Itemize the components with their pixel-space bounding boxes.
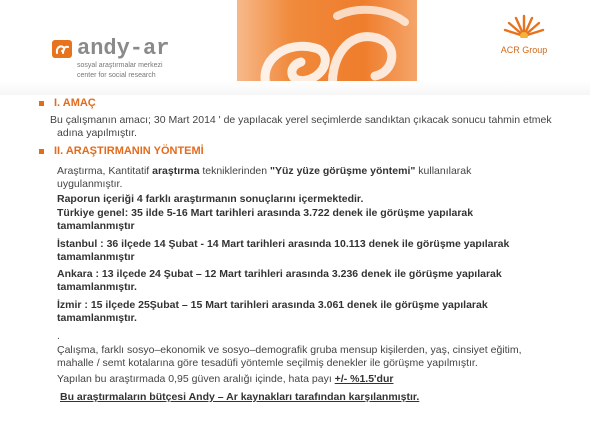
turkiye-line-1: Türkiye genel: 35 ilde 5-16 Mart tarihleri arasında 3.722 denek ile görüşme yapılarak [57,207,474,219]
andy-ar-logo-icon [52,40,72,58]
ankara-line-2: tamamlanmıştır. [57,281,137,293]
logo-subtitle-en: center for social research [77,72,156,79]
andy-ar-logo [52,38,169,80]
amac-text-line-2: adına yapılmıştır. [57,127,137,139]
budget-line: Bu araştırmaların bütçesi Andy – Ar kaynakları tarafından karşılanmıştır. [60,391,420,403]
acr-group-logo [488,12,560,55]
acr-sunburst-icon [502,12,546,38]
logo-subtitle-tr: sosyal araştırmalar merkezi [77,62,163,69]
separator-dot: . [57,330,60,342]
acr-group-name: ACR Group [500,45,548,55]
report-content-line: Raporun içeriği 4 farklı araştırmanın sonuçlarını içermektedir. [57,193,364,205]
sample-line-1: Çalışma, farklı sosyo–ekonomik ve sosyo–demografik gruba mensup kişilerden, yaş, cinsiyet eğitim, [57,344,522,356]
slide-header [0,0,590,95]
amac-text-line-1: Bu çalışmanın amacı; 30 Mart 2014 ' de yapılacak yerel seçimlerde sandıktan çıkacak sonucu tahmin etmek [50,114,552,126]
bullet-icon [39,101,44,106]
sample-line-2: mahalle / semt kotalarına göre tesadüfi yöntemle seçilmiş denekler ile görüşme yapılmıştır. [57,357,478,369]
ankara-line-1: Ankara : 13 ilçede 24 Şubat – 12 Mart tarihleri arasında 3.236 denek ile görüşme yapılarak [57,268,502,280]
section-title-amac: I. AMAÇ [54,97,96,109]
turkiye-line-2: tamamlanmıştır [57,220,135,232]
confidence-line: Yapılan bu araştırmada 0,95 güven aralığı içinde, hata payı +/- %1.5'dur [57,373,394,385]
bullet-icon [39,149,44,154]
method-intro-line-2: uygulanmıştır. [57,178,123,190]
section-title-yontem: II. ARAŞTIRMANIN YÖNTEMİ [54,145,204,157]
izmir-line-2: tamamlanmıştır. [57,312,137,324]
istanbul-line-1: İstanbul : 36 ilçede 14 Şubat - 14 Mart tarihleri arasında 10.113 denek ile görüşme yapılarak [57,238,510,250]
method-intro-line-1: Araştırma, Kantitatif araştırma tekniklerinden "Yüz yüze görüşme yöntemi" kullanılarak [57,165,472,177]
izmir-line-1: İzmir : 15 ilçede 25Şubat – 15 Mart tarihleri arasında 3.061 denek ile görüşme yapılarak [57,299,488,311]
logo-name: andy-ar [77,36,170,61]
istanbul-line-2: tamamlanmıştır [57,251,135,263]
